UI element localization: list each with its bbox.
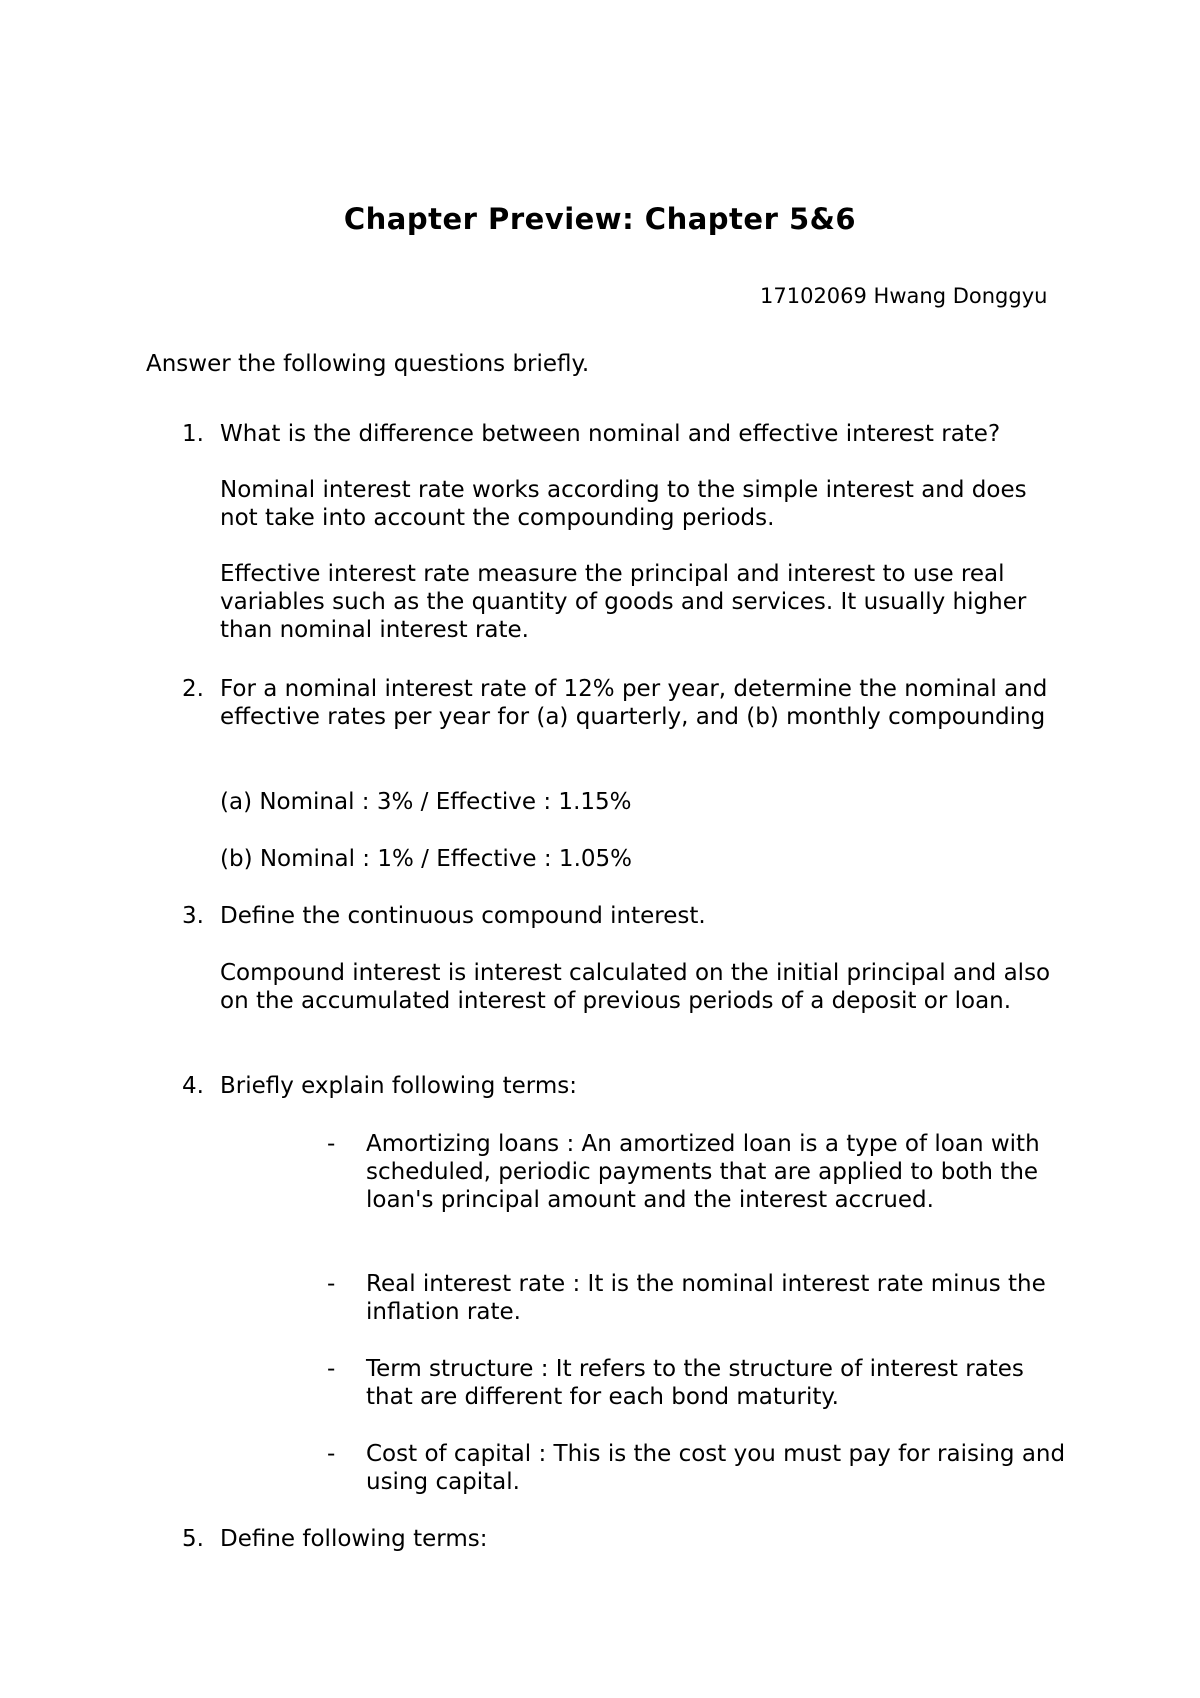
term-amortizing-loans: Amortizing loans : An amortized loan is a type of loan with scheduled, periodic payments that are applied to both the loan's principal amount and the interest accrued. xyxy=(366,1131,1040,1213)
question-2-answer-a: (a) Nominal : 3% / Effective : 1.15% xyxy=(220,789,632,815)
question-3-answer: Compound interest is interest calculated on the initial principal and also on the accumulated interest of previous periods of a deposit or loan. xyxy=(220,960,1051,1014)
question-4-text: Briefly explain following terms: xyxy=(220,1073,577,1099)
question-3-text: Define the continuous compound interest. xyxy=(220,903,706,929)
term-4-bullet: - xyxy=(327,1441,336,1467)
question-1-text: What is the difference between nominal and effective interest rate? xyxy=(220,421,1001,447)
term-cost-of-capital: Cost of capital : This is the cost you must pay for raising and using capital. xyxy=(366,1441,1066,1495)
question-3-number: 3. xyxy=(182,903,204,929)
instructions: Answer the following questions briefly. xyxy=(146,351,590,377)
term-3-bullet: - xyxy=(327,1356,336,1382)
question-5-text: Define following terms: xyxy=(220,1526,488,1552)
document-title: Chapter Preview: Chapter 5&6 xyxy=(343,202,857,236)
question-2-answer-b: (b) Nominal : 1% / Effective : 1.05% xyxy=(220,846,633,872)
question-1-number: 1. xyxy=(182,421,204,447)
term-term-structure: Term structure : It refers to the structure of interest rates that are different for each bond maturity. xyxy=(366,1356,1024,1410)
question-2-text: For a nominal interest rate of 12% per year, determine the nominal and effective rates per year for (a) quarterly, and (b) monthly compounding xyxy=(220,676,1048,730)
question-1-answer-1: Nominal interest rate works according to the simple interest and does not take into account the compounding periods. xyxy=(220,477,1027,531)
author-line: 17102069 Hwang Donggyu xyxy=(760,284,1048,308)
question-1-answer-2: Effective interest rate measure the principal and interest to use real variables such as the quantity of goods and services. It usually higher than nominal interest rate. xyxy=(220,561,1027,643)
question-2-number: 2. xyxy=(182,676,204,702)
term-1-bullet: - xyxy=(327,1131,336,1157)
question-4-number: 4. xyxy=(182,1073,204,1099)
term-real-interest-rate: Real interest rate : It is the nominal interest rate minus the inflation rate. xyxy=(366,1271,1046,1325)
question-5-number: 5. xyxy=(182,1526,204,1552)
term-2-bullet: - xyxy=(327,1271,336,1297)
